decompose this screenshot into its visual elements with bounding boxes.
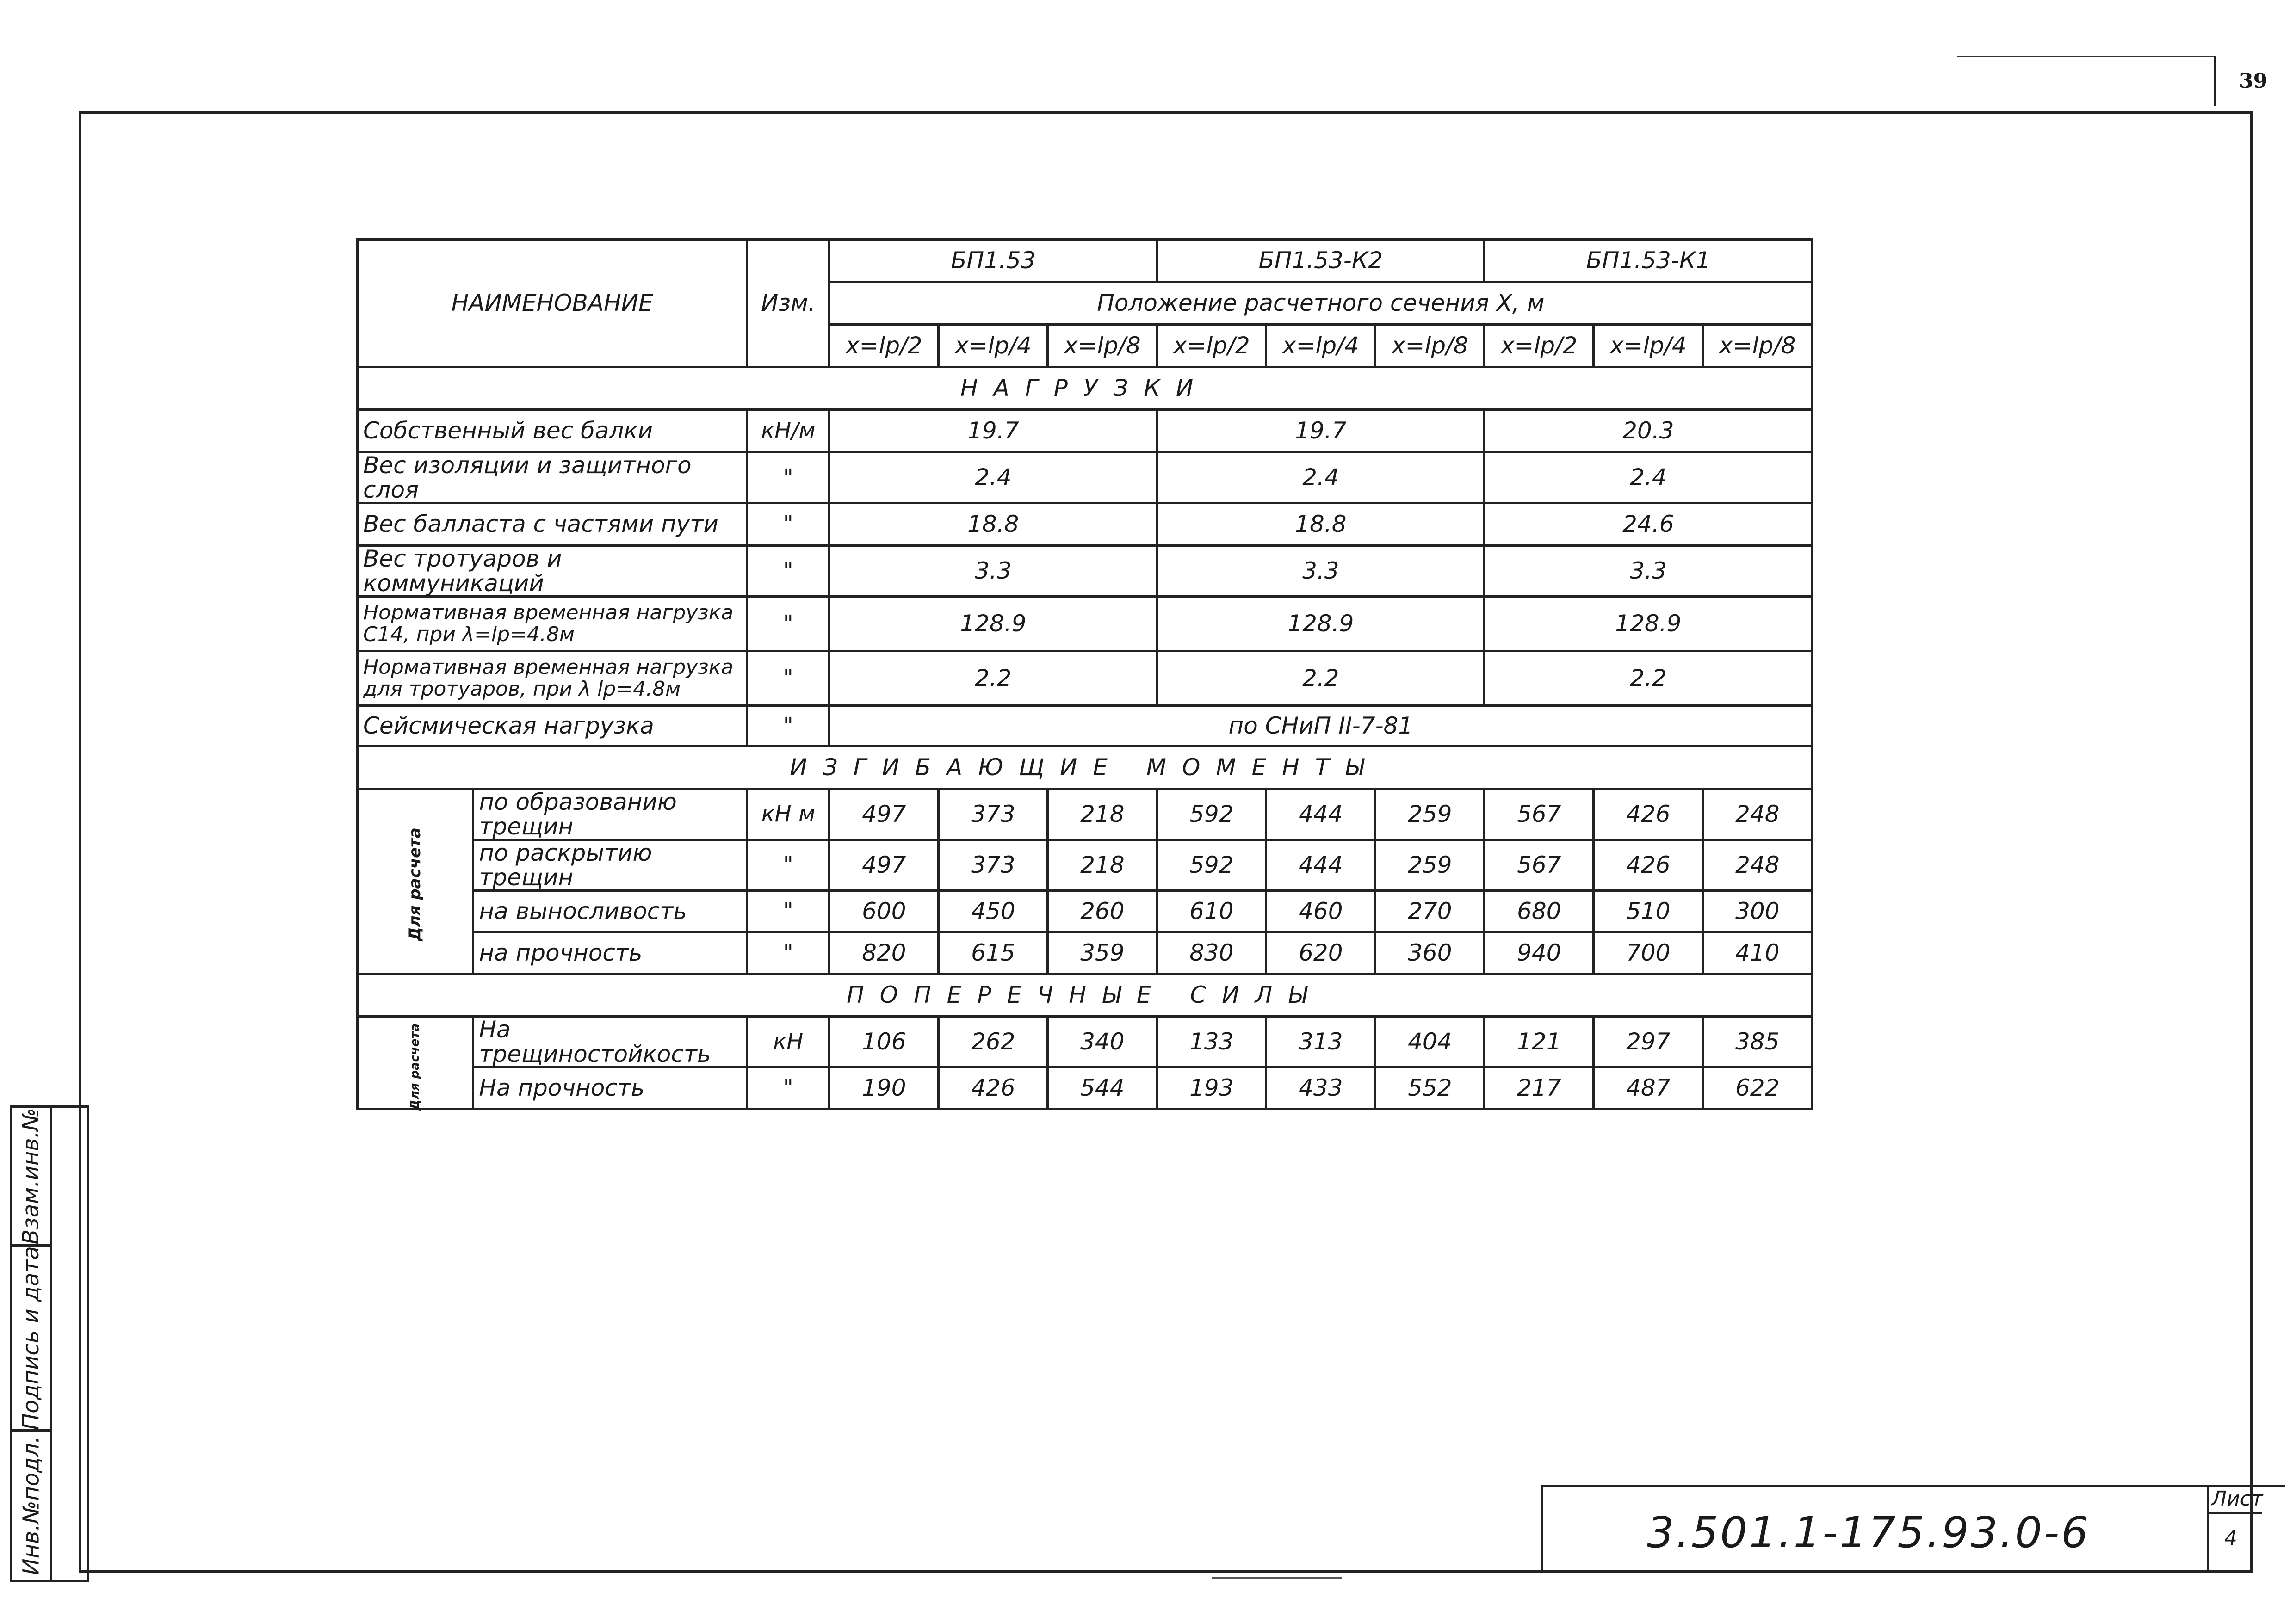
load-value: 20.3 xyxy=(1485,410,1812,452)
sheet-box-divider xyxy=(2207,1512,2262,1514)
moment-value: 497 xyxy=(829,789,939,840)
moment-value: 830 xyxy=(1157,932,1266,974)
shear-value: 552 xyxy=(1375,1068,1485,1109)
document-number: 3.501.1-175.93.0-6 xyxy=(1647,1508,2090,1557)
load-name: Собственный вес балки xyxy=(358,410,747,452)
section-moments-title: ИЗГИБАЮЩИЕ МОМЕНТЫ xyxy=(358,747,1812,789)
shear-value: 622 xyxy=(1703,1068,1812,1109)
moment-unit: " xyxy=(747,932,829,974)
load-value: 128.9 xyxy=(829,597,1157,651)
subcol: x=lp/4 xyxy=(939,325,1048,367)
load-name: Нормативная временная нагрузка для тротуаров, при λ lp=4.8м xyxy=(358,651,747,706)
moment-value: 300 xyxy=(1703,891,1812,932)
load-value: 19.7 xyxy=(829,410,1157,452)
load-value: 2.4 xyxy=(829,452,1157,503)
header-group-3: БП1.53-К1 xyxy=(1485,240,1812,282)
load-name: Вес балласта с частями пути xyxy=(358,503,747,546)
subcol: x=lp/2 xyxy=(1485,325,1594,367)
moment-name: по раскрытию трещин xyxy=(473,840,747,891)
moment-value: 680 xyxy=(1485,891,1594,932)
moments-group-label: Для расчета xyxy=(358,789,473,974)
subcol: x=lp/4 xyxy=(1594,325,1703,367)
shear-value: 190 xyxy=(829,1068,939,1109)
header-group-2: БП1.53-К2 xyxy=(1157,240,1485,282)
moment-value: 510 xyxy=(1594,891,1703,932)
shear-value: 217 xyxy=(1485,1068,1594,1109)
moment-unit: кН м xyxy=(747,789,829,840)
load-unit: кН/м xyxy=(747,410,829,452)
shear-value: 385 xyxy=(1703,1017,1812,1068)
moment-value: 600 xyxy=(829,891,939,932)
moment-value: 426 xyxy=(1594,840,1703,891)
load-value: 24.6 xyxy=(1485,503,1812,546)
load-unit: " xyxy=(747,503,829,546)
load-value: 2.4 xyxy=(1157,452,1485,503)
moment-value: 610 xyxy=(1157,891,1266,932)
load-unit: " xyxy=(747,597,829,651)
shear-value: 121 xyxy=(1485,1017,1594,1068)
moment-value: 218 xyxy=(1048,789,1157,840)
moment-value: 426 xyxy=(1594,789,1703,840)
shear-value: 133 xyxy=(1157,1017,1266,1068)
moment-value: 359 xyxy=(1048,932,1157,974)
load-value: 2.4 xyxy=(1485,452,1812,503)
bottom-mark-line xyxy=(1212,1577,1342,1579)
shear-value: 262 xyxy=(939,1017,1048,1068)
stamp-vzam: Взам.инв.№ xyxy=(12,1108,50,1247)
moment-value: 248 xyxy=(1703,789,1812,840)
moment-value: 260 xyxy=(1048,891,1157,932)
stamp-podpis: Подпись и дата xyxy=(12,1247,50,1432)
load-value: 2.2 xyxy=(1485,651,1812,706)
moment-value: 259 xyxy=(1375,840,1485,891)
top-vertical-line xyxy=(2214,56,2216,106)
load-value: 2.2 xyxy=(829,651,1157,706)
load-unit: " xyxy=(747,546,829,597)
moment-value: 450 xyxy=(939,891,1048,932)
moment-value: 700 xyxy=(1594,932,1703,974)
moment-value: 615 xyxy=(939,932,1048,974)
section-loads-title: НАГРУЗКИ xyxy=(358,367,1812,410)
subcol: x=lp/8 xyxy=(1048,325,1157,367)
moment-value: 497 xyxy=(829,840,939,891)
moment-value: 567 xyxy=(1485,840,1594,891)
shear-value: 544 xyxy=(1048,1068,1157,1109)
moment-value: 218 xyxy=(1048,840,1157,891)
moment-value: 940 xyxy=(1485,932,1594,974)
moment-value: 592 xyxy=(1157,789,1266,840)
load-name: Вес изоляции и защитного слоя xyxy=(358,452,747,503)
top-border-line xyxy=(1957,56,2216,57)
load-name: Вес тротуаров и коммуникаций xyxy=(358,546,747,597)
header-unit: Изм. xyxy=(747,240,829,367)
load-value: 128.9 xyxy=(1157,597,1485,651)
moment-name: на выносливость xyxy=(473,891,747,932)
moment-value: 248 xyxy=(1703,840,1812,891)
moment-value: 444 xyxy=(1266,840,1375,891)
seismic-value: по СНиП II-7-81 xyxy=(829,706,1812,747)
stamp-inv-podl: Инв.№подл. xyxy=(18,1436,44,1575)
shear-value: 433 xyxy=(1266,1068,1375,1109)
shear-value: 193 xyxy=(1157,1068,1266,1109)
subcol: x=lp/8 xyxy=(1375,325,1485,367)
moment-value: 567 xyxy=(1485,789,1594,840)
load-value: 3.3 xyxy=(1485,546,1812,597)
load-value: 3.3 xyxy=(1157,546,1485,597)
header-name: НАИМЕНОВАНИЕ xyxy=(358,240,747,367)
moment-value: 270 xyxy=(1375,891,1485,932)
moment-name: на прочность xyxy=(473,932,747,974)
stamp-divider xyxy=(50,1108,52,1580)
subcol: x=lp/8 xyxy=(1703,325,1812,367)
subcol: x=lp/2 xyxy=(829,325,939,367)
moment-value: 410 xyxy=(1703,932,1812,974)
shear-value: 487 xyxy=(1594,1068,1703,1109)
shear-value: 297 xyxy=(1594,1017,1703,1068)
moment-value: 259 xyxy=(1375,789,1485,840)
load-value: 2.2 xyxy=(1157,651,1485,706)
seismic-unit: " xyxy=(747,706,829,747)
load-unit: " xyxy=(747,651,829,706)
shear-value: 106 xyxy=(829,1017,939,1068)
page-number-top: 39 xyxy=(2239,69,2268,93)
moment-value: 620 xyxy=(1266,932,1375,974)
approval-stamp xyxy=(10,1105,89,1582)
moment-value: 373 xyxy=(939,840,1048,891)
moment-value: 444 xyxy=(1266,789,1375,840)
sheet-label: Лист xyxy=(2211,1487,2263,1511)
load-value: 18.8 xyxy=(829,503,1157,546)
moment-value: 460 xyxy=(1266,891,1375,932)
load-value: 19.7 xyxy=(1157,410,1485,452)
load-value: 128.9 xyxy=(1485,597,1812,651)
subcol: x=lp/4 xyxy=(1266,325,1375,367)
load-table xyxy=(356,238,1813,1110)
shear-value: 340 xyxy=(1048,1017,1157,1068)
load-value: 3.3 xyxy=(829,546,1157,597)
shear-unit: " xyxy=(747,1068,829,1109)
shear-value: 313 xyxy=(1266,1017,1375,1068)
moment-name: по образованию трещин xyxy=(473,789,747,840)
shear-name: На прочность xyxy=(473,1068,747,1109)
subcol: x=lp/2 xyxy=(1157,325,1266,367)
moment-value: 592 xyxy=(1157,840,1266,891)
shear-name: На трещиностойкость xyxy=(473,1017,747,1068)
load-unit: " xyxy=(747,452,829,503)
seismic-name: Сейсмическая нагрузка xyxy=(358,706,747,747)
header-group-1: БП1.53 xyxy=(829,240,1157,282)
moment-value: 373 xyxy=(939,789,1048,840)
header-position: Положение расчетного сечения Х, м xyxy=(829,282,1812,325)
load-name: Нормативная временная нагрузка С14, при λ=lp=4.8м xyxy=(358,597,747,651)
moment-unit: " xyxy=(747,891,829,932)
sheet-number: 4 xyxy=(2224,1526,2237,1550)
moment-unit: " xyxy=(747,840,829,891)
shear-value: 404 xyxy=(1375,1017,1485,1068)
shear-value: 426 xyxy=(939,1068,1048,1109)
moment-value: 360 xyxy=(1375,932,1485,974)
shear-unit: кН xyxy=(747,1017,829,1068)
moment-value: 820 xyxy=(829,932,939,974)
section-shear-title: ПОПЕРЕЧНЫЕ СИЛЫ xyxy=(358,974,1812,1017)
load-value: 18.8 xyxy=(1157,503,1485,546)
shear-group-label: Для расчета xyxy=(358,1017,473,1109)
